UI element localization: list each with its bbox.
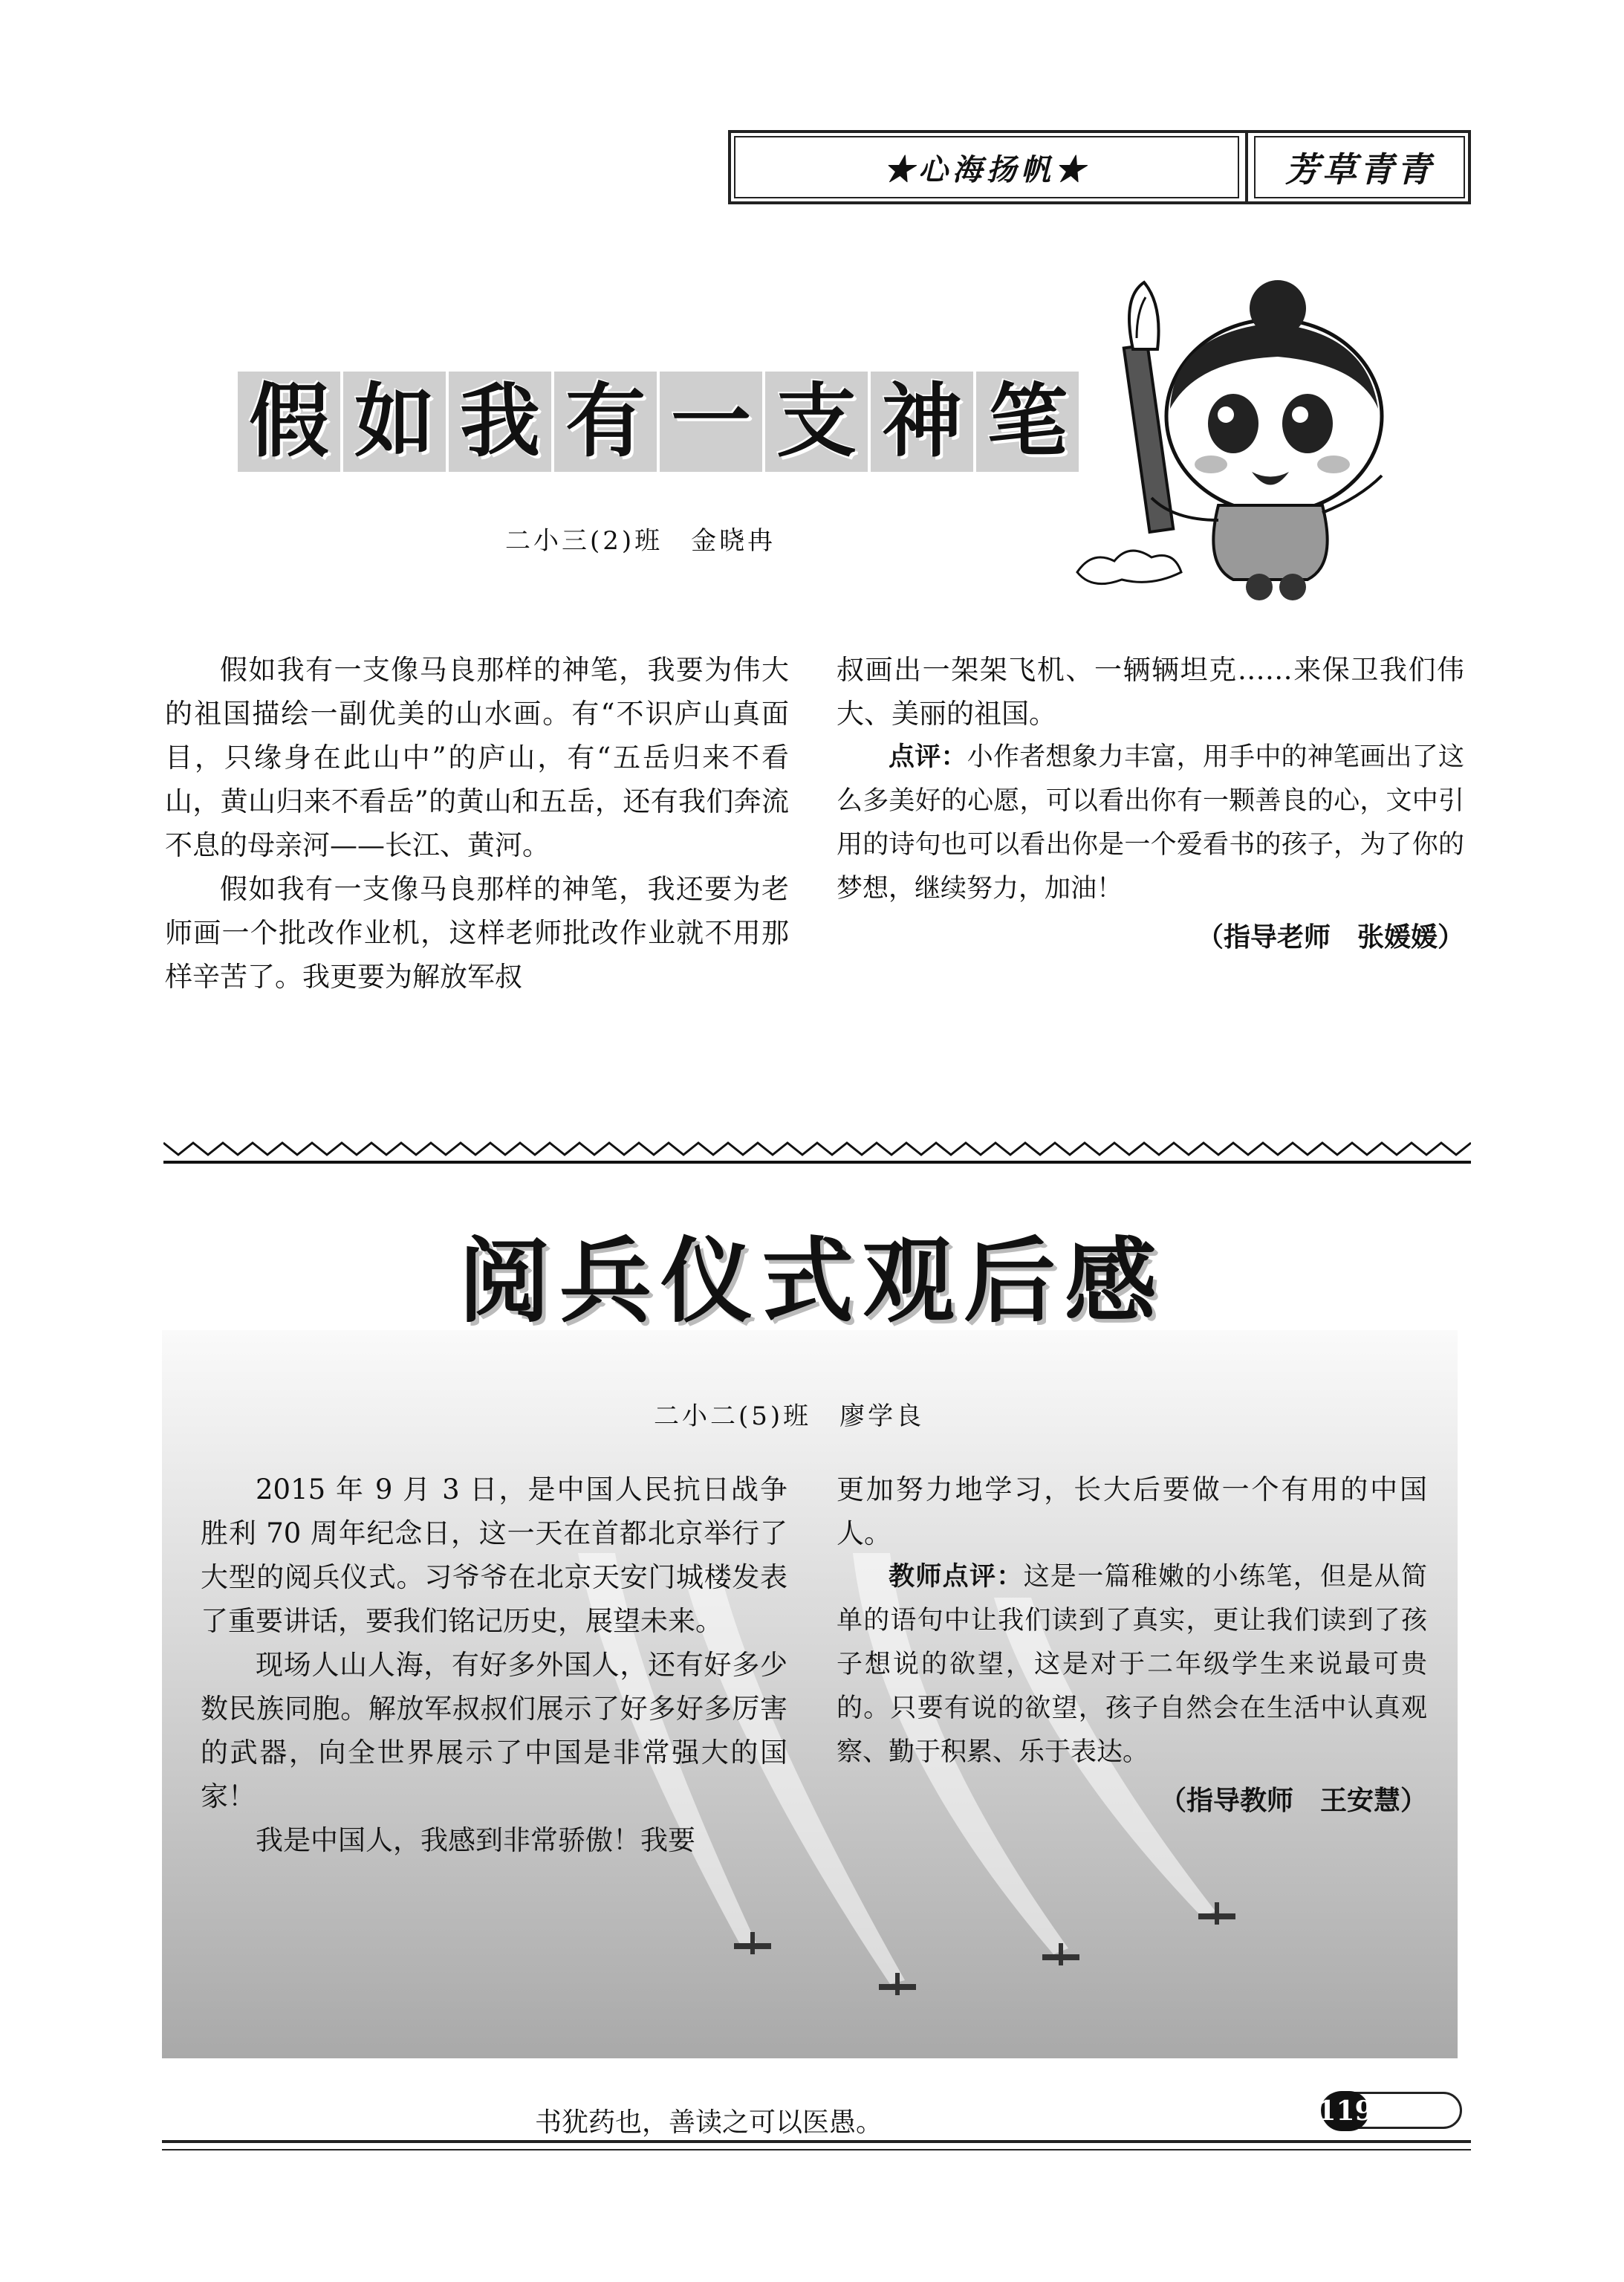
article1-title (238, 372, 1079, 472)
article1-byline: 二小三(2)班 金晓冉 (505, 526, 776, 556)
review-paragraph (837, 736, 1464, 911)
review-label: 教师点评： (889, 1562, 1024, 1592)
paragraph: 假如我有一支像马良那样的神笔，我还要为老师画一个批改作业机，这样老师批改作业就不用那样辛苦了。我更要为解放军叔 (165, 873, 789, 993)
paragraph: 假如我有一支像马良那样的神笔，我要为伟大的祖国描绘一副优美的山水画。有“不识庐山真面目，只缘身在此山中”的庐山，有“五岳归来不看山，黄山归来不看岳”的黄山和五岳，还有我们奔流不息的母亲河——长江、黄河。 (165, 654, 789, 861)
review-paragraph (837, 1555, 1427, 1774)
teacher-signature: （指导教师 王安慧） (1159, 1786, 1427, 1816)
footer-quote: 书犹药也，善读之可以医愚。 (535, 2107, 883, 2138)
magazine-name: 芳草青青 (1254, 136, 1465, 198)
teacher-signature: （指导老师 张媛媛） (1196, 922, 1464, 953)
article2-left-column (201, 1468, 787, 1862)
article1-right-column (837, 648, 1464, 959)
paragraph: 现场人山人海，有好多外国人，还有好多少数民族同胞。解放军叔叔们展示了好多好多厉害的武器，向全世界展示了中国是非常强大的国家！ (201, 1649, 787, 1812)
title-char: 神 (871, 372, 973, 472)
footer-rule-thin (162, 2149, 1471, 2150)
page-number-badge (1317, 2092, 1462, 2129)
title-char: 支 (765, 372, 868, 472)
title-char: 笔 (976, 372, 1079, 472)
article2-right-column (837, 1468, 1427, 1823)
zigzag-divider (163, 1137, 1471, 1167)
review-text: 小作者想象力丰富，用手中的神笔画出了这么多美好的心愿，可以看出你有一颗善良的心，文中引用的诗句也可以看出你是一个爱看书的孩子，为了你的梦想，继续努力，加油！ (837, 742, 1464, 904)
page-number: 119 (1322, 2091, 1369, 2131)
title-char: 有 (554, 372, 657, 472)
title-char: 假 (238, 372, 340, 472)
title-char: 我 (449, 372, 551, 472)
column-name: ★心海扬帆★ (734, 136, 1239, 198)
article2-title: 阅兵仪式观后感 (458, 1228, 1166, 1335)
review-label: 点评： (889, 742, 967, 772)
review-text: 这是一篇稚嫩的小练笔，但是从简单的语句中让我们读到了真实，更让我们读到了孩子想说的欲望，这是对于二年级学生来说最可贵的。只要有说的欲望，孩子自然会在生活中认真观察、勤于积累、乐于表达。 (837, 1562, 1427, 1767)
header-separator (1245, 130, 1248, 204)
title-char: 如 (343, 372, 446, 472)
cartoon-boy-illustration (1062, 275, 1397, 609)
paragraph: 我是中国人，我感到非常骄傲！我要 (256, 1824, 695, 1856)
article2-byline: 二小二(5)班 廖学良 (654, 1401, 925, 1431)
paragraph: 叔画出一架架飞机、一辆辆坦克……来保卫我们伟大、美丽的祖国。 (837, 654, 1464, 730)
footer-rule (162, 2140, 1471, 2143)
paragraph: 2015 年 9 月 3 日，是中国人民抗日战争胜利 70 周年纪念日，这一天在首都北京举行了大型的阅兵仪式。习爷爷在北京天安门城楼发表了重要讲话，要我们铭记历史，展望未来。 (201, 1474, 787, 1637)
article1-left-column (165, 648, 789, 999)
paragraph: 更加努力地学习，长大后要做一个有用的中国人。 (837, 1474, 1427, 1549)
title-char: 一 (660, 372, 762, 472)
